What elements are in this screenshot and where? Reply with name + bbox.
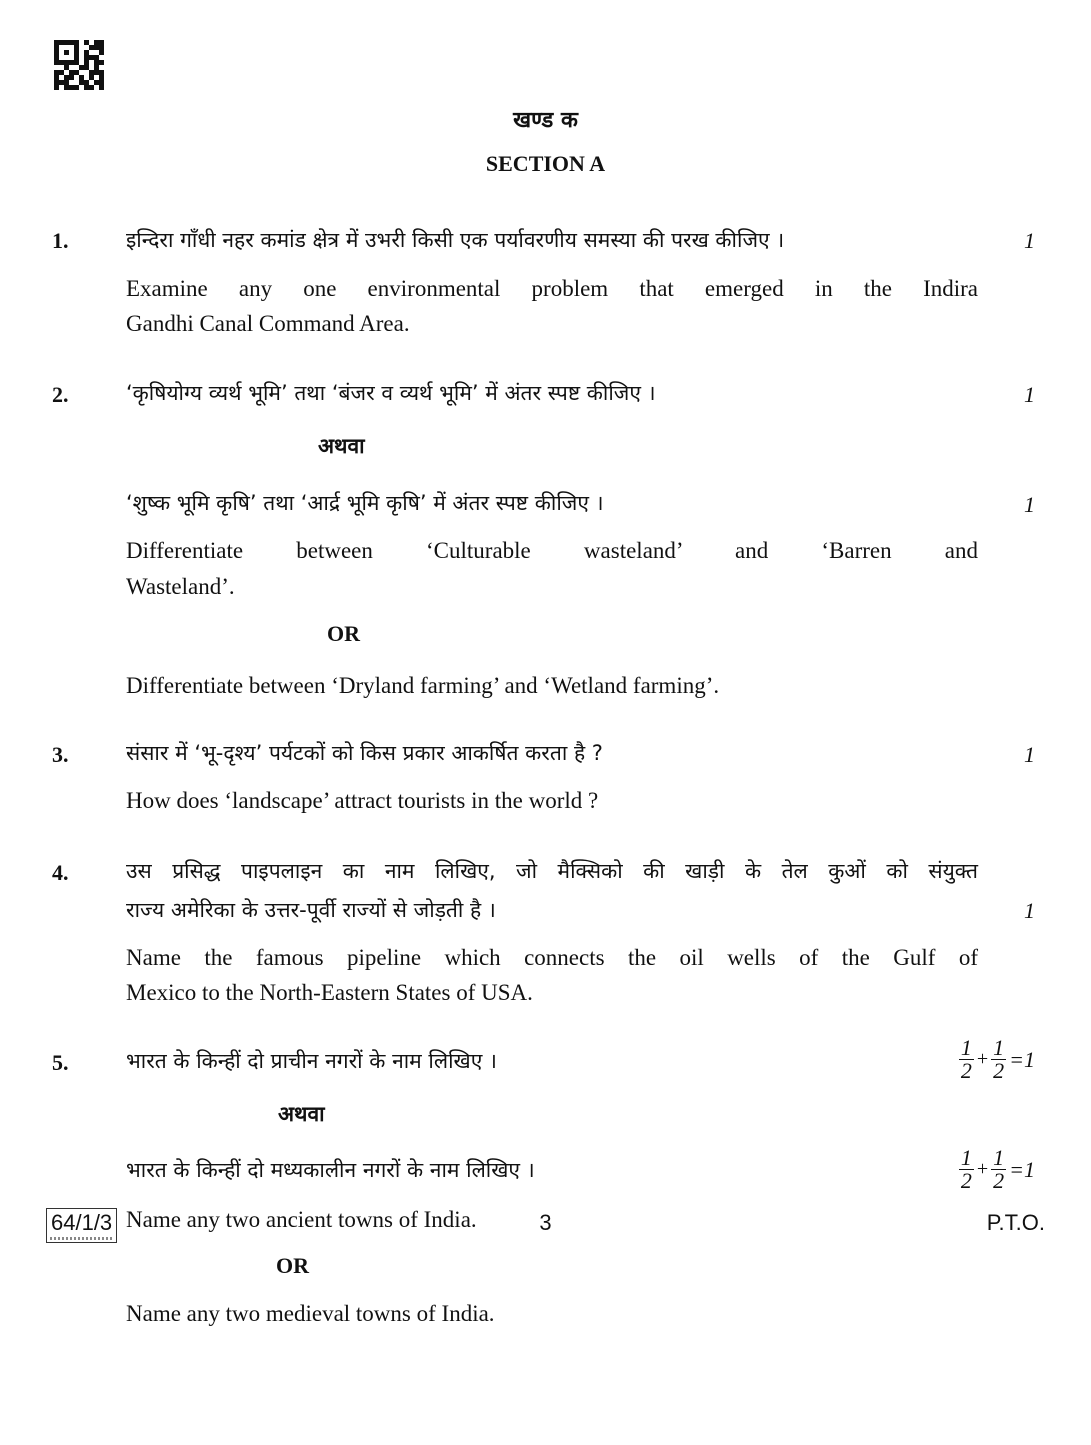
question-number: 4. <box>52 860 69 885</box>
marks: 1 <box>1024 228 1035 253</box>
or-label-hindi: अथवा <box>278 1102 325 1126</box>
fraction-denominator: 2 <box>960 1058 972 1083</box>
question-number: 2. <box>52 382 69 407</box>
please-turn-over: P.T.O. <box>986 1210 1045 1235</box>
marks-fraction <box>959 1147 1035 1192</box>
fraction-numerator: 1 <box>993 1035 1005 1060</box>
question-english-line: Name the famous pipeline which connects the oil wells of the Gulf of <box>126 945 978 970</box>
fraction-denominator: 2 <box>993 1058 1005 1083</box>
paper-code-text: 64/1/3 <box>51 1210 113 1235</box>
alternative-question-hindi: ‘शुष्क भूमि कृषि’ तथा ‘आर्द्र भूमि कृषि’ में अंतर स्पष्ट कीजिए । <box>126 491 604 515</box>
question-hindi: इन्दिरा गाँधी नहर कमांड क्षेत्र में उभरी किसी एक पर्यावरणीय समस्या की परख कीजिए । <box>126 228 785 252</box>
marks: 1 <box>1024 382 1035 407</box>
marks-fraction <box>959 1037 1035 1082</box>
qr-code <box>54 40 104 90</box>
fraction-numerator: 1 <box>993 1145 1005 1170</box>
question-number: 5. <box>52 1050 69 1075</box>
fraction-denominator: 2 <box>993 1168 1005 1193</box>
marks: 1 <box>1024 742 1035 767</box>
marks-total: =1 <box>1009 1156 1035 1182</box>
fraction-numerator: 1 <box>960 1035 972 1060</box>
question-hindi: ‘कृषियोग्य व्यर्थ भूमि’ तथा ‘बंजर व व्यर्थ भूमि’ में अंतर स्पष्ट कीजिए । <box>126 381 656 405</box>
alternative-question-english: Differentiate between ‘Dryland farming’ and ‘Wetland farming’. <box>126 673 720 698</box>
alternative-question-english: Name any two medieval towns of India. <box>126 1301 495 1326</box>
section-title-hindi: खण्ड क <box>513 107 578 133</box>
plus-sign: + <box>976 1048 989 1070</box>
or-label-english: OR <box>276 1253 309 1278</box>
question-english-line: Wasteland’. <box>126 574 235 599</box>
marks-total: =1 <box>1009 1046 1035 1072</box>
question-hindi: संसार में ‘भू-दृश्य’ पर्यटकों को किस प्रकार आकर्षित करता है ? <box>126 741 603 765</box>
alternative-question-hindi: भारत के किन्हीं दो मध्यकालीन नगरों के नाम लिखिए । <box>126 1158 535 1182</box>
plus-sign: + <box>976 1158 989 1180</box>
question-english-line: Mexico to the North-Eastern States of USA. <box>126 980 533 1005</box>
marks: 1 <box>1024 492 1035 517</box>
question-english: How does ‘landscape’ attract tourists in the world ? <box>126 788 599 813</box>
question-english-line: Examine any one environmental problem that emerged in the Indira <box>126 276 978 301</box>
section-title-english: SECTION A <box>485 151 606 176</box>
question-hindi: भारत के किन्हीं दो प्राचीन नगरों के नाम लिखिए । <box>126 1049 497 1073</box>
question-number: 1. <box>52 228 69 253</box>
or-label-english: OR <box>327 621 360 646</box>
question-english: Name any two ancient towns of India. <box>126 1207 477 1232</box>
marks: 1 <box>1024 898 1035 923</box>
question-number: 3. <box>52 742 69 767</box>
question-hindi-line: उस प्रसिद्ध पाइपलाइन का नाम लिखिए, जो मैक्सिको की खाड़ी के तेल कुओं को संयुक्त <box>126 859 978 883</box>
question-english-line: Gandhi Canal Command Area. <box>126 311 410 336</box>
fraction-denominator: 2 <box>960 1168 972 1193</box>
paper-code-strip <box>50 1237 113 1240</box>
question-hindi-line: राज्य अमेरिका के उत्तर-पूर्वी राज्यों से जोड़ती है । <box>126 898 496 922</box>
page-number: 3 <box>539 1210 552 1235</box>
or-label-hindi: अथवा <box>318 434 365 458</box>
fraction-numerator: 1 <box>960 1145 972 1170</box>
question-english-line: Differentiate between ‘Culturable wasteland’ and ‘Barren and <box>126 538 978 563</box>
